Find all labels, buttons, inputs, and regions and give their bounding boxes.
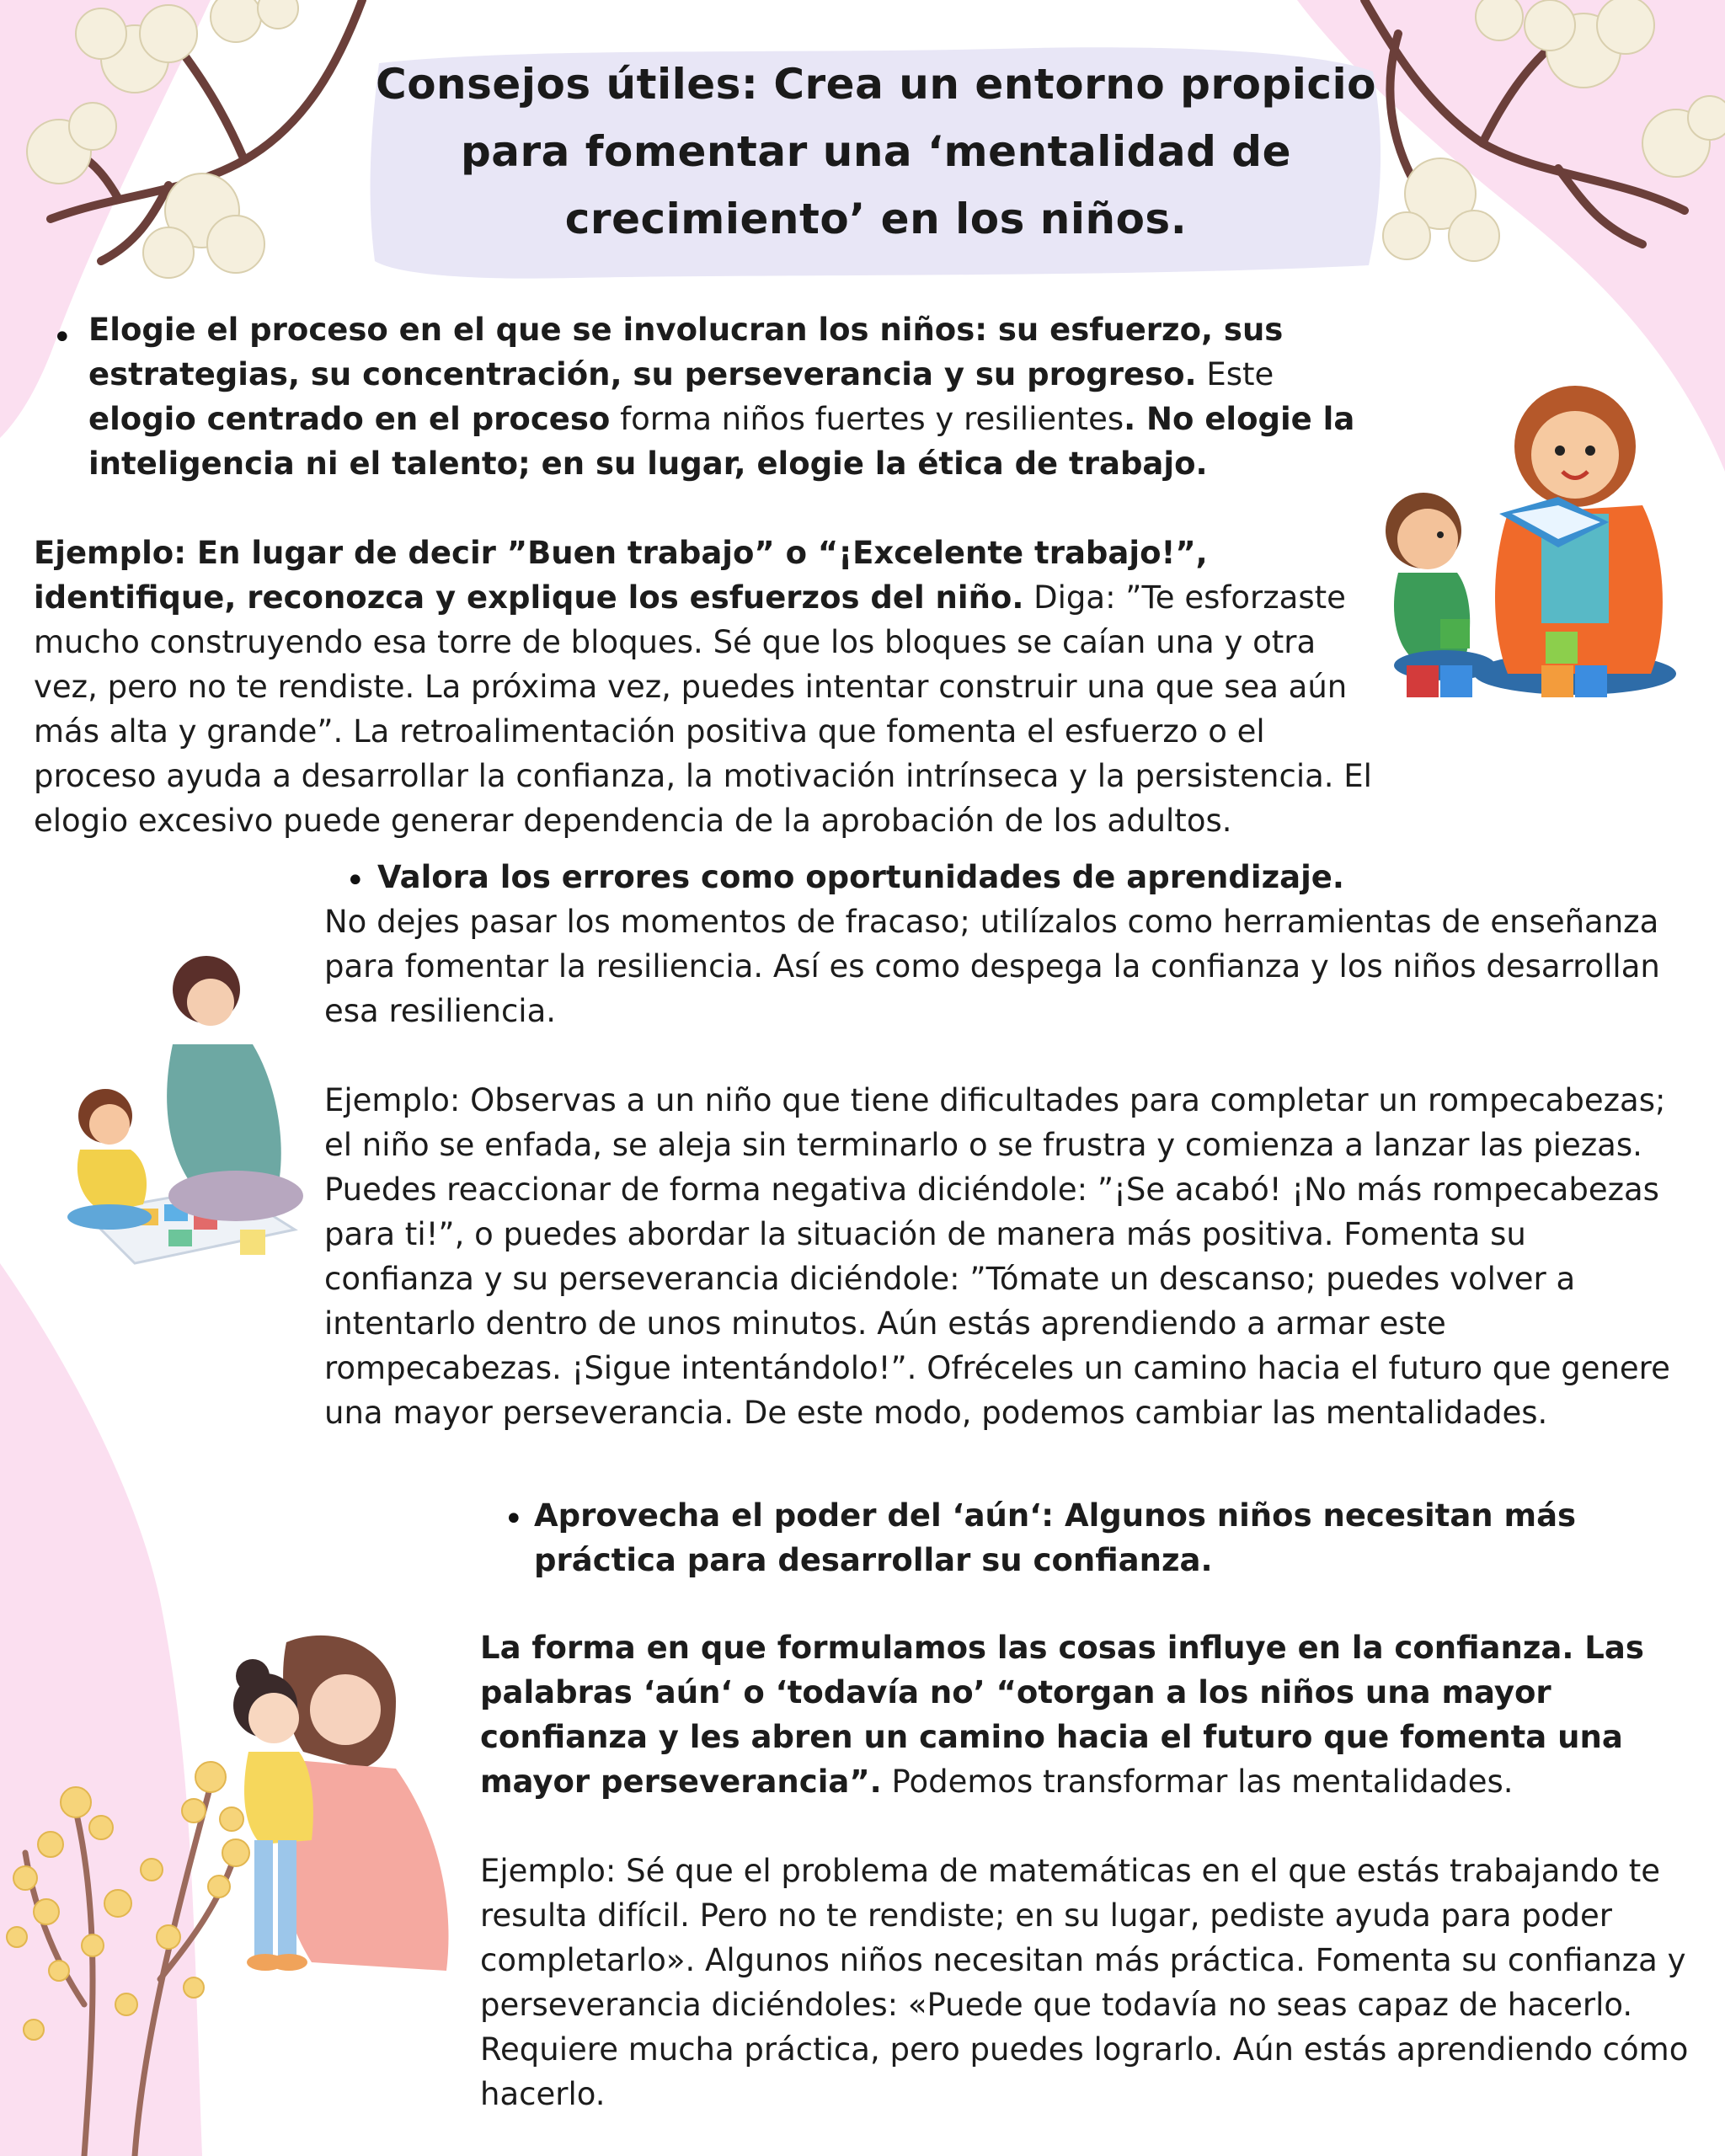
section1-bold3: . No elogie la inteligencia ni el talento; en su lugar, elogie la ética de trabajo.	[88, 401, 1355, 482]
section2-heading-text: Valora los errores como oportunidades de aprendizaje.	[377, 859, 1344, 895]
section1-paragraph	[88, 307, 1369, 486]
section3-heading-text: Aprovecha el poder del ‘aún‘: Algunos niños necesitan más práctica para desarrollar su confianza.	[534, 1497, 1577, 1578]
section1-text1: Este	[1196, 356, 1274, 392]
section2-paragraph1: No dejes pasar los momentos de fracaso; utilízalos como herramientas de enseñanza para fomentar la resiliencia. Así es como despega la confianza y los niños desarrollan esa resiliencia.	[324, 904, 1660, 1029]
puzzle-illustration	[34, 952, 320, 1272]
section3-paragraph1	[480, 1625, 1693, 1804]
section2-paragraph2: Ejemplo: Observas a un niño que tiene dificultades para completar un rompecabezas; el niño se enfada, se aleja sin terminarlo o se frustra y comienza a lanzar las piezas. Puedes reaccionar de forma negativa diciéndole: ”¡Se acabó! ¡No más rompecabezas para ti!”, o puedes abordar la situación de manera más positiva. Fomenta su confianza y su perseverancia diciéndole: ”Tómate un descanso; puedes volver a intentarlo dentro de unos minutos. Aún estás aprendiendo a armar este rompecabezas. ¡Sigue intentándolo!”. Ofréceles un camino hacia el futuro que genere una mayor perseverancia. De este modo, podemos cambiar las mentalidades.	[324, 1082, 1670, 1431]
section3-bold: La forma en que formulamos las cosas influye en la confianza. Las palabras ‘aún‘ o ‘todavía no’ “otorgan a los niños una mayor confianza y les abren un camino hacia el futuro que fomenta una mayor perseverancia”.	[480, 1630, 1644, 1800]
section3-heading	[534, 1493, 1688, 1582]
example1-paragraph	[34, 531, 1381, 843]
section3-text: Podemos transformar las mentalidades.	[881, 1764, 1514, 1800]
page-title: Consejos útiles: Crea un entorno propicio para fomentar una ‘mentalidad de crecimiento’ en los niños.	[376, 60, 1376, 243]
example1-bold: Ejemplo: En lugar de decir ”Buen trabajo” o “¡Excelente trabajo!”, identifique, reconozca y explique los esfuerzos del niño.	[34, 535, 1208, 616]
example1-text: Diga: ”Te esforzaste mucho construyendo esa torre de bloques. Sé que los bloques se caían una y otra vez, pero no te rendiste. La próxima vez, puedes intentar construir una que sea aún más alta y grande”. La retroalimentación positiva que fomenta el esfuerzo o el proceso ayuda a desarrollar la confianza, la motivación intrínseca y la persistencia. El elogio excesivo puede generar dependencia de la aprobación de los adultos.	[34, 579, 1372, 839]
section1-bold2: elogio centrado en el proceso	[88, 401, 611, 437]
section2-heading	[377, 855, 1691, 899]
section1-bold1: Elogie el proceso en el que se involucran los niños: su esfuerzo, sus estrategias, su concentración, su perseverancia y su progreso.	[88, 312, 1284, 392]
hug-illustration	[194, 1625, 463, 1996]
mother-reading-illustration	[1365, 354, 1685, 707]
bullet-dot-3: •	[504, 1500, 524, 1539]
section3-paragraph2: Ejemplo: Sé que el problema de matemáticas en el que estás trabajando te resulta difícil. Pero no te rendiste; en su lugar, pediste ayuda para poder completarlo». Algunos niños necesitan más práctica. Fomenta su confianza y perseverancia diciéndoles: «Puede que todavía no seas capaz de hacerlo. Requiere mucha práctica, pero puedes lograrlo. Aún estás aprendiendo cómo hacerlo.	[480, 1853, 1689, 2112]
section1-text2: forma niños fuertes y resilientes	[610, 401, 1124, 437]
bullet-dot-1: •	[52, 318, 72, 357]
bullet-dot-2: •	[345, 862, 366, 900]
